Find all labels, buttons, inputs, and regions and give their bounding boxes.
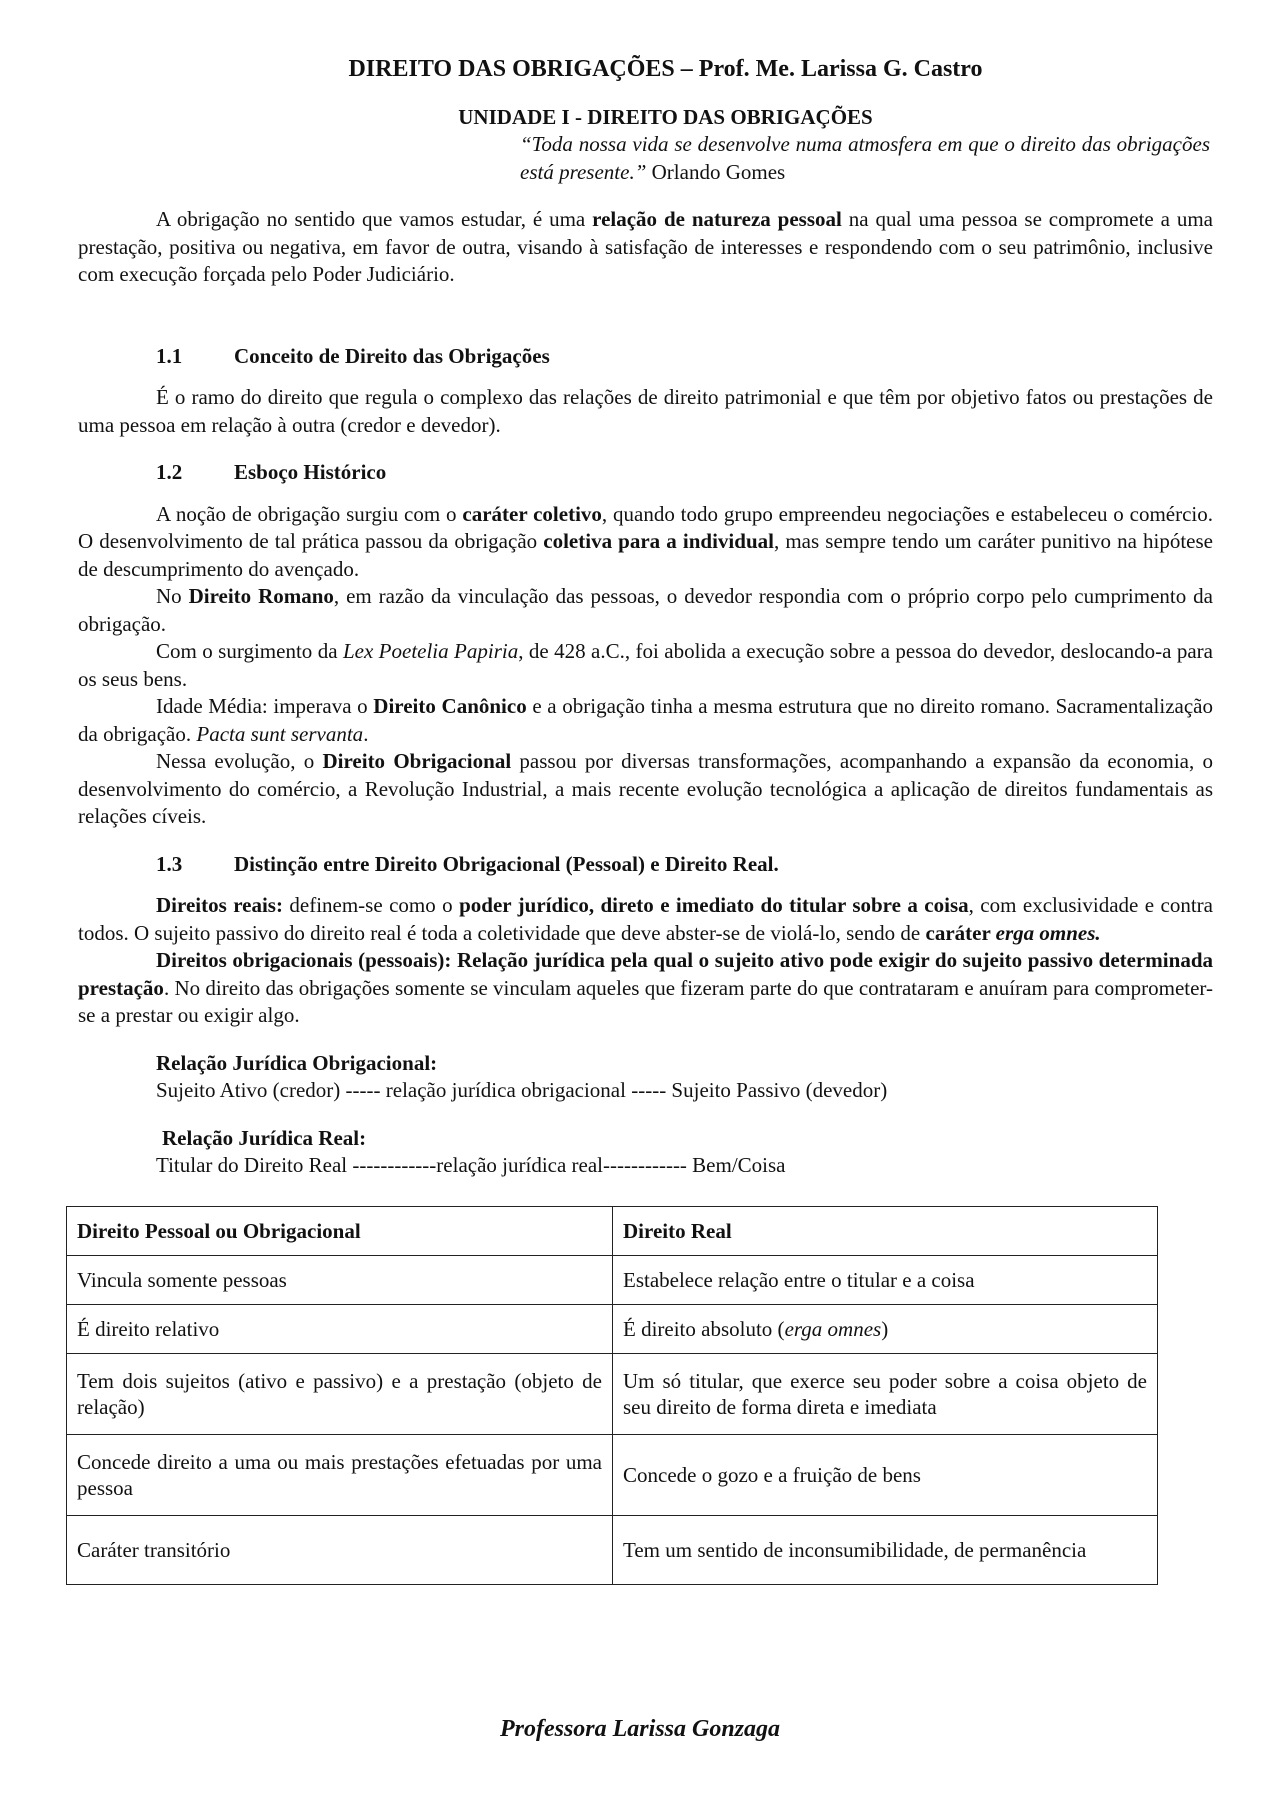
table-row: [67, 1515, 1158, 1584]
epigraph-author: Orlando Gomes: [651, 159, 786, 184]
section-heading-1-3: 1.3 Distinção entre Direito Obrigacional (Pessoal) e Direito Real.: [156, 851, 779, 876]
table-cell: Tem um sentido de inconsumibilidade, de permanência: [613, 1515, 1158, 1584]
relation-real-label: Relação Jurídica Real:: [162, 1125, 367, 1150]
relation-obligational: [156, 1050, 1213, 1105]
table-cell: Caráter transitório: [67, 1515, 613, 1584]
table-cell: Concede direito a uma ou mais prestações efetuadas por uma pessoa: [67, 1434, 613, 1515]
relation-real-text: Titular do Direito Real ------------relação jurídica real------------ Bem/Coisa: [156, 1153, 786, 1177]
section-1-2-paragraph-1: A noção de obrigação surgiu com o caráter coletivo, quando todo grupo empreendeu negociações e estabeleceu o comércio. O desenvolvimento de tal prática passou da obrigação coletiva para a individual, mas sempre tendo um caráter punitivo na hipótese de descumprimento do avençado.: [78, 501, 1213, 581]
epigraph-quote: “Toda nossa vida se desenvolve numa atmosfera em que o direito das obrigações está presente.”: [520, 132, 1210, 184]
unit-heading: UNIDADE I - DIREITO DAS OBRIGAÇÕES: [458, 104, 873, 129]
section-1-2-paragraph-3: Com o surgimento da Lex Poetelia Papiria, de 428 a.C., foi abolida a execução sobre a pessoa do devedor, deslocando-a para os seus bens.: [78, 639, 1213, 691]
table-row: [67, 1304, 1158, 1353]
table-cell: Vincula somente pessoas: [67, 1255, 613, 1304]
section-1-2-paragraph-4: Idade Média: imperava o Direito Canônico e a obrigação tinha a mesma estrutura que no direito romano. Sacramentalização da obrigação. Pacta sunt servanta.: [78, 694, 1213, 746]
section-heading-1-1: 1.1 Conceito de Direito das Obrigações: [156, 343, 550, 368]
section-1-2-paragraph-2: No Direito Romano, em razão da vinculação das pessoas, o devedor respondia com o próprio corpo pelo cumprimento da obrigação.: [78, 584, 1213, 636]
table-row: [67, 1434, 1158, 1515]
relation-obligational-text: Sujeito Ativo (credor) ----- relação jurídica obrigacional ----- Sujeito Passivo (devedor): [156, 1078, 888, 1102]
epigraph: [520, 131, 1210, 186]
section-1-3-paragraph-2: Direitos obrigacionais (pessoais): Relação jurídica pela qual o sujeito ativo pode exigir do sujeito passivo determinada prestação. No direito das obrigações somente se vinculam aqueles que fizeram parte do que contrataram e anuíram para comprometer-se a prestar ou exigir algo.: [78, 948, 1213, 1027]
table-header-row: [67, 1206, 1158, 1255]
document-title: DIREITO DAS OBRIGAÇÕES – Prof. Me. Larissa G. Castro: [348, 56, 983, 82]
section-heading-1-2: 1.2 Esboço Histórico: [156, 460, 387, 484]
table-row: [67, 1353, 1158, 1434]
comparison-table: [66, 1206, 1158, 1585]
table-cell: Tem dois sujeitos (ativo e passivo) e a prestação (objeto de relação): [67, 1353, 613, 1434]
page-footer: Professora Larissa Gonzaga: [499, 1716, 781, 1742]
table-cell: Concede o gozo e a fruição de bens: [613, 1434, 1158, 1515]
section-1-1-paragraph: É o ramo do direito que regula o complexo das relações de direito patrimonial e que têm por objetivo fatos ou prestações de uma pessoa em relação à outra (credor e devedor).: [78, 385, 1213, 437]
document-page: [78, 56, 1213, 1585]
table-cell: Estabelece relação entre o titular e a coisa: [613, 1255, 1158, 1304]
section-1-2-paragraph-5: Nessa evolução, o Direito Obrigacional passou por diversas transformações, acompanhando a expansão da economia, o desenvolvimento do comércio, a Revolução Industrial, a mais recente evolução tecnológica a aplicação de direitos fundamentais as relações cíveis.: [78, 749, 1213, 828]
table-cell: Um só titular, que exerce seu poder sobre a coisa objeto de seu direito de forma direta e imediata: [613, 1353, 1158, 1434]
table-header-cell: Direito Pessoal ou Obrigacional: [67, 1206, 613, 1255]
relation-obligational-label: Relação Jurídica Obrigacional:: [156, 1050, 438, 1075]
table-row: [67, 1255, 1158, 1304]
table-header-cell: Direito Real: [613, 1206, 1158, 1255]
relation-real: [156, 1125, 1213, 1180]
intro-paragraph: A obrigação no sentido que vamos estudar, é uma relação de natureza pessoal na qual uma pessoa se compromete a uma prestação, positiva ou negativa, em favor de outra, visando à satisfação de interesses e respondendo com o seu patrimônio, inclusive com execução forçada pelo Poder Judiciário.: [78, 207, 1214, 286]
table-cell: É direito absoluto (erga omnes): [613, 1304, 1158, 1353]
section-1-3-paragraph-1: Direitos reais: definem-se como o poder jurídico, direto e imediato do titular sobre a coisa, com exclusividade e contra todos. O sujeito passivo do direito real é toda a coletividade que deve abster-se de violá-lo, sendo de caráter erga omnes.: [78, 893, 1213, 945]
table-cell: É direito relativo: [67, 1304, 613, 1353]
